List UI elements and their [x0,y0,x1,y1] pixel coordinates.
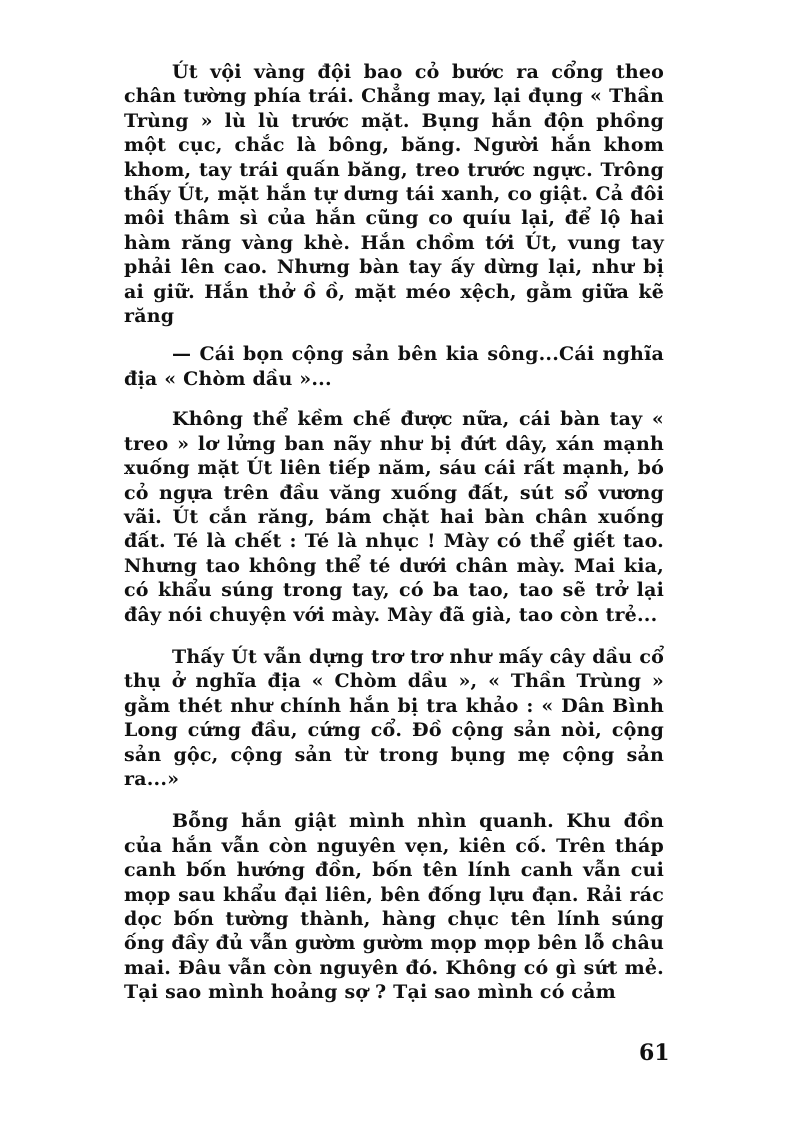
page-body [124,60,664,1005]
paragraph-2-dialogue: — Cái bọn cộng sản bên kia sông...Cái nghĩa địa « Chòm dầu »... [124,343,664,390]
paragraph-4: Thấy Út vẫn dựng trơ trơ như mấy cây dầu cổ thụ ở nghĩa địa « Chòm dầu », « Thần Trùng » gằm thét như chính hắn bị tra khảo : « Dân Bình Long cứng đầu, cứng cổ. Đồ cộng sản nòi, cộng sản gộc, cộng sản từ trong bụng mẹ cộng sản ra...» [124,645,664,790]
paragraph-5: Bỗng hắn giật mình nhìn quanh. Khu đồn của hắn vẫn còn nguyên vẹn, kiên cố. Trên tháp canh bốn hướng đồn, bốn tên lính canh vẫn cui mọp sau khẩu đại liên, bên đống lựu đạn. Rải rác dọc bốn tường thành, hàng chục tên lính súng ống đầy đủ vẫn gườm gườm mọp mọp bên lỗ châu mai. Đâu vẫn còn nguyên đó. Không có gì sứt mẻ. Tại sao mình hoảng sợ ? Tại sao mình có cảm [124,810,664,1004]
paragraph-3: Không thể kềm chế được nữa, cái bàn tay « treo » lơ lửng ban nãy như bị đứt dây, xán mạnh xuống mặt Út liên tiếp năm, sáu cái rất mạnh, bó cỏ ngựa trên đầu văng xuống đất, sút sổ vương vãi. Út cắn răng, bám chặt hai bàn chân xuống đất. Té là chết : Té là nhục ! Mày có thể giết tao. Nhưng tao không thể té dưới chân mày. Mai kia, có khẩu súng trong tay, có ba tao, tao sẽ trở lại đây nói chuyện với mày. Mày đã già, tao còn trẻ... [124,408,664,626]
paragraph-1: Út vội vàng đội bao cỏ bước ra cổng theo chân tường phía trái. Chẳng may, lại đụng « Thần Trùng » lù lù trước mặt. Bụng hắn độn phồng một cục, chắc là bông, băng. Người hắn khom khom, tay trái quấn băng, treo trước ngực. Trông thấy Út, mặt hắn tự dưng tái xanh, co giật. Cả đôi môi thâm sì của hắn cũng co quíu lại, để lộ hai hàm răng vàng khè. Hắn chồm tới Út, vung tay phải lên cao. Nhưng bàn tay ấy dừng lại, như bị ai giữ. Hắn thở ồ ồ, mặt méo xệch, gằm giữa kẽ răng [124,61,664,328]
page-number: 61 [639,1040,670,1066]
